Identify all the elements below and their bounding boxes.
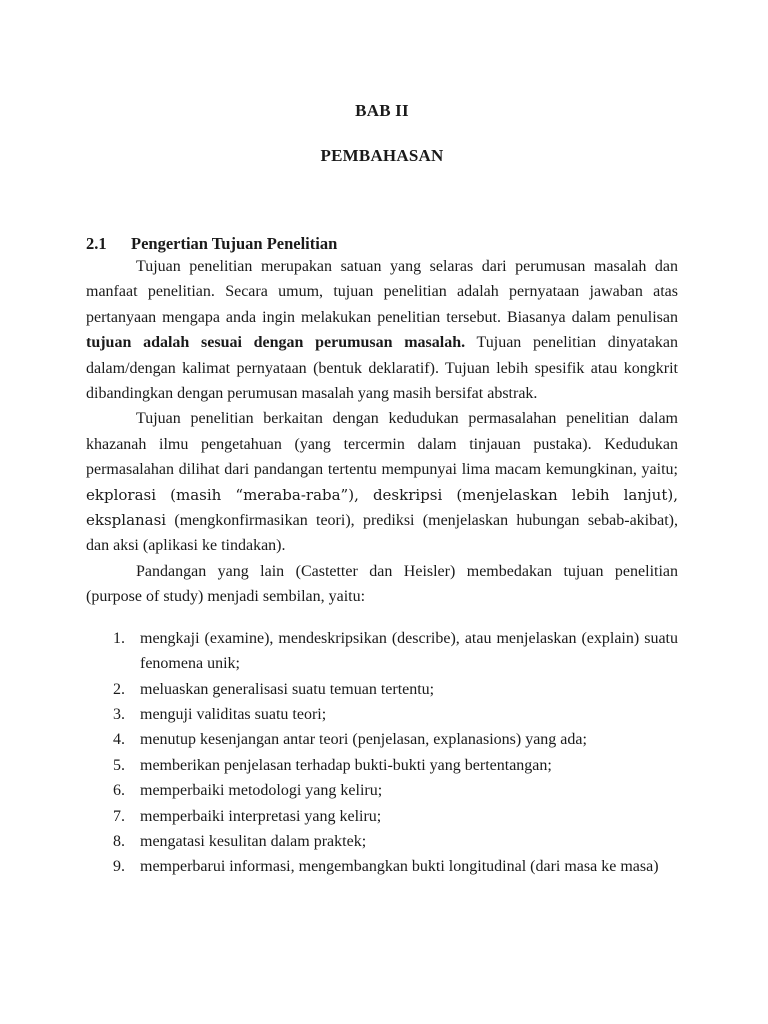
list-item-number: 1.	[113, 629, 125, 647]
list-item	[113, 702, 678, 727]
paragraph-segment: (mengkonfirmasikan teori), prediksi (menjelaskan hubungan sebab-akibat), dan aksi (aplikasi ke tindakan).	[86, 512, 678, 555]
paragraph-segment: Tujuan penelitian berkaitan dengan kedudukan permasalahan penelitian dalam khazanah ilmu pengetahuan (yang tercermin dalam tinjauan pustaka). Kedudukan permasalahan dilihat dari pandangan tertentu mempunyai lima macam kemungkinan, yaitu;	[86, 410, 678, 479]
paragraph-segment-altfont: ekplorasi (masih “meraba-raba”), deskripsi (menjelaskan lebih lanjut), eksplanasi	[86, 485, 678, 530]
chapter-label: BAB II	[355, 101, 409, 120]
list-item-number: 4.	[113, 731, 125, 749]
list-item	[113, 778, 678, 803]
list-item-number: 9.	[113, 858, 125, 876]
list-item-text: memperbaiki metodologi yang keliru;	[140, 782, 383, 800]
paragraph-kedudukan	[86, 406, 678, 558]
list-item	[113, 626, 678, 677]
list-item-number: 5.	[113, 756, 125, 774]
section-title: Pengertian Tujuan Penelitian	[131, 234, 338, 253]
paragraph-pandangan	[86, 559, 678, 610]
paragraph-segment: Tujuan penelitian merupakan satuan yang selaras dari perumusan masalah dan manfaat penelitian. Secara umum, tujuan penelitian adalah pernyataan jawaban atas pertanyaan mengapa anda ingin melakukan penelitian tersebut. Biasanya dalam penulisan	[86, 258, 678, 326]
list-item	[113, 804, 678, 829]
list-item-text: memperbarui informasi, mengembangkan bukti longitudinal (dari masa ke masa)	[140, 858, 659, 876]
list-item	[113, 677, 678, 702]
paragraph-definition	[86, 254, 678, 406]
list-item-text: mengatasi kesulitan dalam praktek;	[140, 832, 367, 850]
list-item-number: 8.	[113, 832, 125, 850]
section-heading	[86, 234, 678, 254]
purpose-list	[86, 626, 678, 880]
list-item-number: 6.	[113, 782, 125, 800]
list-item-number: 7.	[113, 807, 125, 825]
list-item-text: meluaskan generalisasi suatu temuan tertentu;	[140, 680, 435, 698]
paragraph-segment: Tujuan penelitian dinyatakan dalam/dengan kalimat pernyataan (bentuk deklaratif). Tujuan lebih spesifik atau kongkrit dibandingkan dengan perumusan masalah yang masih bersifat abstrak.	[86, 334, 678, 403]
list-item	[113, 727, 678, 752]
list-item-text: memperbaiki interpretasi yang keliru;	[140, 807, 382, 825]
list-item	[113, 854, 678, 879]
list-item-text: memberikan penjelasan terhadap bukti-bukti yang bertentangan;	[140, 756, 552, 774]
list-item-text: mengkaji (examine), mendeskripsikan (describe), atau menjelaskan (explain) suatu fenomena unik;	[140, 629, 678, 673]
list-item	[113, 753, 678, 778]
list-item-text: menguji validitas suatu teori;	[140, 705, 327, 723]
chapter-title: PEMBAHASAN	[320, 146, 444, 165]
list-item	[113, 829, 678, 854]
list-item-number: 3.	[113, 705, 125, 723]
list-item-number: 2.	[113, 680, 125, 698]
paragraph-segment-bold: tujuan adalah sesuai dengan perumusan masalah.	[86, 334, 466, 352]
list-item-text: menutup kesenjangan antar teori (penjelasan, explanasions) yang ada;	[140, 731, 587, 749]
paragraph-segment: Pandangan yang lain (Castetter dan Heisler) membedakan tujuan penelitian (purpose of study) menjadi sembilan, yaitu:	[86, 562, 678, 606]
section-number: 2.1	[86, 234, 107, 253]
